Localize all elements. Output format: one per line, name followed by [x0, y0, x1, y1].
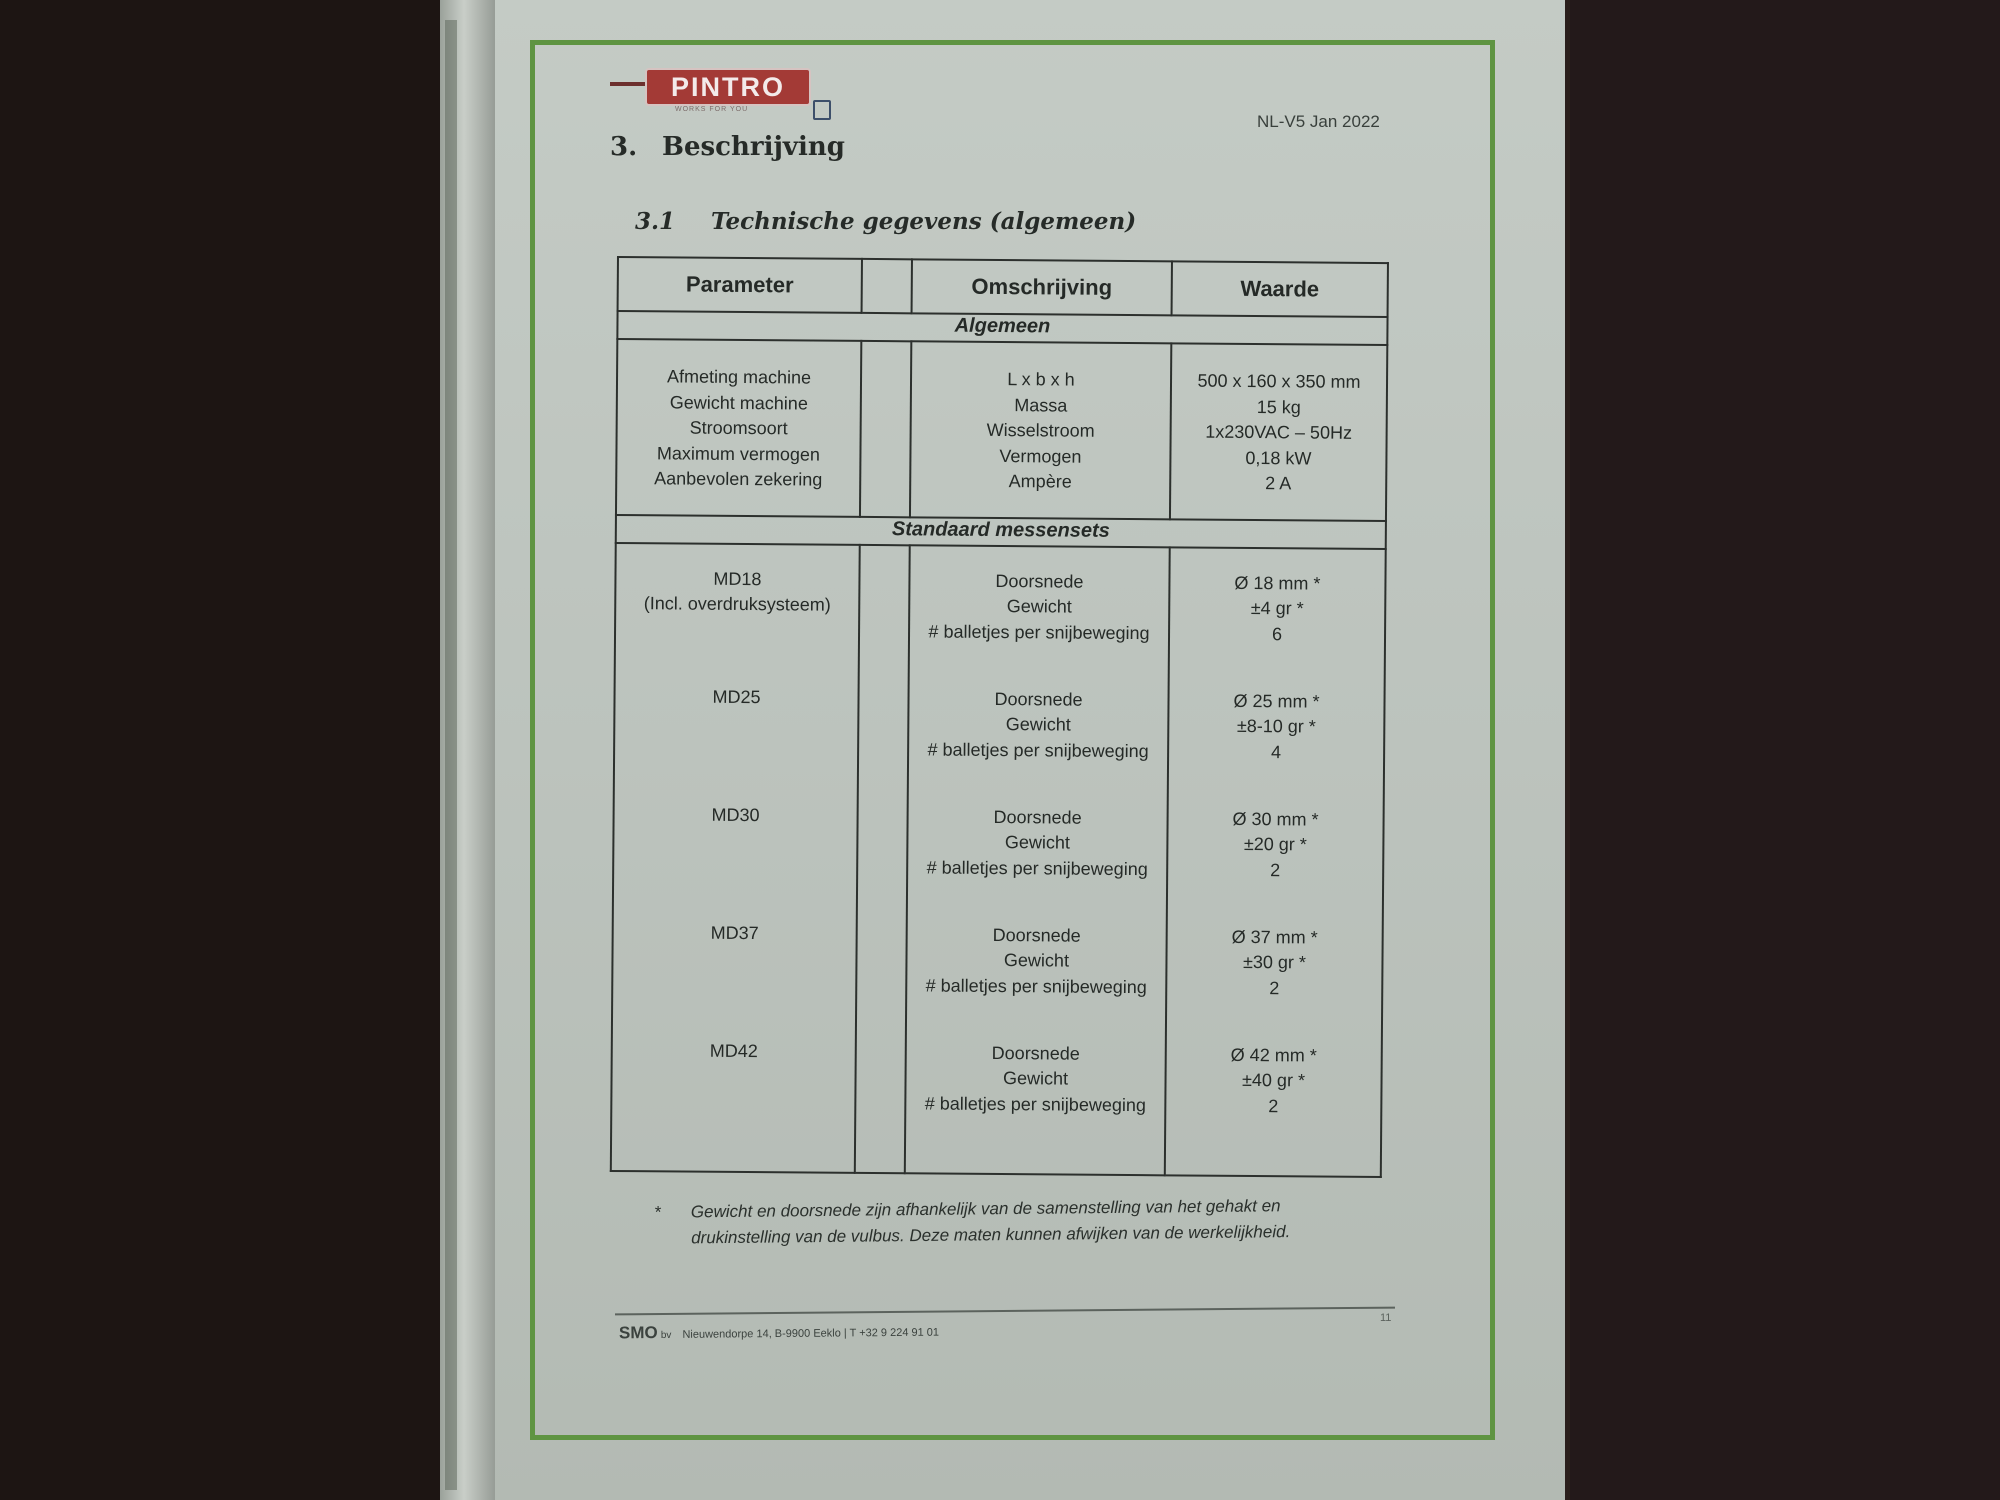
param-dimensions: Afmeting machine: [666, 366, 812, 388]
desc-fuse: Ampère: [1008, 471, 1072, 492]
footnote-text: Gewicht en doorsnede zijn afhankelijk van de samenstelling van het gehakt en drukinstelling van de vulbus. Deze maten kunnen afwijken van de werkelijkheid.: [690, 1196, 1291, 1248]
knife-set-md18-values: [1174, 570, 1381, 690]
knife-set-md25-desc: [913, 686, 1164, 806]
value-balls-per-cut: 4: [1271, 741, 1282, 762]
knife-set-md30-values: [1172, 806, 1379, 926]
desc-weight: Gewicht: [1003, 950, 1070, 971]
knife-set-md30-desc: [912, 804, 1163, 924]
logo-bar: [610, 82, 648, 86]
page-footer: [619, 1321, 939, 1344]
desc-diameter: Doorsnede: [992, 924, 1081, 946]
value-diameter: Ø 30 mm *: [1232, 808, 1319, 830]
desc-diameter: Doorsnede: [991, 1042, 1080, 1064]
value-balls-per-cut: 2: [1269, 977, 1280, 998]
desc-balls-per-cut: # balletjes per snijbeweging: [925, 974, 1147, 997]
general-descriptions-cell: [910, 341, 1171, 519]
value-diameter: Ø 37 mm *: [1231, 926, 1318, 948]
background-right: [1570, 0, 2000, 1500]
footer-company-suffix: bv: [660, 1329, 672, 1342]
value-diameter: Ø 18 mm *: [1234, 572, 1321, 594]
pintro-logo: PINTRO: [645, 68, 811, 106]
desc-balls-per-cut: # balletjes per snijbeweging: [927, 738, 1149, 761]
page-number: 11: [1380, 1312, 1392, 1324]
knife-sets-blank-cell: [855, 544, 910, 1172]
header-description: Omschrijving: [912, 259, 1172, 315]
knife-set-md37-name: [617, 920, 852, 1040]
knife-set-name: MD25: [712, 686, 761, 707]
value-weight: ±8-10 gr *: [1236, 715, 1316, 737]
table-header-row: [618, 257, 1388, 317]
desc-weight: Gewicht: [1002, 1068, 1069, 1089]
knife-set-name: MD42: [709, 1040, 758, 1061]
knife-set-md42-desc: [910, 1040, 1161, 1160]
desc-balls-per-cut: # balletjes per snijbeweging: [924, 1092, 1147, 1115]
value-balls-per-cut: 6: [1271, 623, 1283, 644]
technical-data-table: [610, 256, 1389, 1178]
value-diameter: Ø 42 mm *: [1230, 1044, 1317, 1066]
footnote: [655, 1192, 1376, 1252]
desc-weight: Gewicht: [1006, 596, 1072, 617]
section-title-general: Algemeen: [617, 311, 1387, 345]
param-fuse: Aanbevolen zekering: [654, 468, 823, 490]
desc-weight: Gewicht: [1004, 832, 1071, 853]
param-weight: Gewicht machine: [669, 391, 808, 414]
subsection-heading: [635, 208, 1136, 235]
knife-set-name: MD18: [713, 568, 762, 589]
knife-sets-descriptions-cell: [905, 545, 1170, 1175]
section-number: 3.: [610, 132, 638, 162]
section-title: Beschrijving: [662, 132, 845, 162]
header-value: Waarde: [1172, 261, 1388, 317]
knife-set-name: MD37: [710, 922, 759, 943]
value-weight: ±30 gr *: [1242, 951, 1307, 973]
knife-set-md18-desc: [914, 568, 1165, 688]
footer-address: Nieuwendorpe 14, B-9900 Eeklo | T +32 9 224 91 01: [682, 1326, 940, 1341]
value-weight: 15 kg: [1256, 396, 1301, 417]
general-blank-cell: [860, 341, 911, 517]
desc-balls-per-cut: # balletjes per snijbeweging: [928, 620, 1150, 643]
knife-set-md37-desc: [911, 922, 1162, 1042]
header-blank: [862, 259, 912, 313]
background-left: [0, 0, 440, 1500]
value-fuse: 2 A: [1265, 473, 1292, 494]
desc-weight: Gewicht: [1005, 714, 1071, 735]
section-title-knife-sets: Standaard messensets: [616, 514, 1386, 548]
subsection-title: Technische gegevens (algemeen): [711, 208, 1137, 235]
value-weight: ±4 gr *: [1250, 597, 1304, 619]
param-max-power: Maximum vermogen: [656, 442, 821, 465]
header-parameter: Parameter: [618, 257, 862, 313]
desc-dimensions: L x b x h: [1007, 369, 1075, 390]
knife-sets-row: [611, 542, 1386, 1176]
value-weight: ±40 gr *: [1242, 1069, 1306, 1091]
value-current-type: 1x230VAC – 50Hz: [1205, 421, 1353, 443]
value-max-power: 0,18 kW: [1245, 447, 1312, 468]
desc-diameter: Doorsnede: [994, 688, 1083, 710]
knife-set-md25-values: [1173, 688, 1380, 808]
desc-diameter: Doorsnede: [995, 570, 1084, 592]
general-parameters-cell: [616, 339, 861, 516]
desc-balls-per-cut: # balletjes per snijbeweging: [926, 856, 1148, 879]
param-current-type: Stroomsoort: [689, 417, 788, 439]
footnote-bullet: *: [654, 1202, 662, 1222]
value-balls-per-cut: 2: [1270, 859, 1281, 880]
desc-weight: Massa: [1014, 394, 1068, 416]
document-version: NL-V5 Jan 2022: [1257, 112, 1380, 131]
knife-sets-parameters-cell: [611, 542, 860, 1172]
general-data-row: [616, 339, 1387, 521]
document-page: [495, 0, 1565, 1500]
knife-set-name: MD30: [711, 804, 760, 825]
knife-set-md25-name: [619, 684, 854, 804]
knife-set-md42-values: [1170, 1042, 1377, 1162]
desc-current-type: Wisselstroom: [986, 419, 1095, 441]
binder-edge: [445, 20, 457, 1490]
knife-set-md37-values: [1171, 924, 1378, 1044]
subsection-number: 3.1: [635, 208, 676, 235]
knife-set-note: (Incl. overdruksysteem): [643, 593, 831, 615]
value-balls-per-cut: 2: [1268, 1095, 1279, 1116]
desc-max-power: Vermogen: [999, 445, 1082, 467]
logo-tagline: WORKS FOR YOU: [675, 106, 749, 113]
footer-company: SMO: [618, 1323, 658, 1343]
value-dimensions: 500 x 160 x 350 mm: [1197, 370, 1361, 392]
knife-set-md18-name: [620, 566, 855, 686]
certification-badge-icon: [813, 100, 831, 120]
knife-sets-values-cell: [1165, 547, 1386, 1177]
value-weight: ±20 gr *: [1243, 833, 1307, 855]
value-diameter: Ø 25 mm *: [1233, 690, 1320, 712]
knife-set-md42-name: [616, 1038, 851, 1158]
general-values-cell: [1170, 343, 1387, 520]
knife-set-md30-name: [618, 802, 853, 922]
section-heading: [610, 132, 845, 162]
desc-diameter: Doorsnede: [993, 806, 1082, 828]
